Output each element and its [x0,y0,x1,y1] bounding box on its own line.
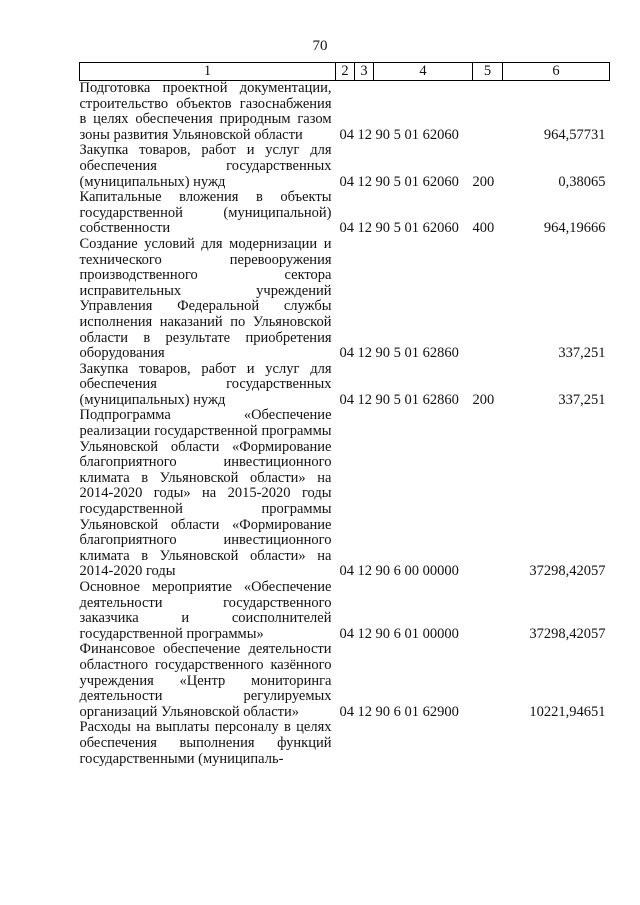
row-rz: 04 [339,625,354,642]
row-name: Финансовое обеспечение деятельности областного государственного казённого учреждения «Центр мониторинга деятельности регулируемых организаций Ульяновской области» [79,641,332,720]
table-row [80,408,610,580]
table-row [80,81,610,144]
row-name: Капитальные вложения в объекты государственной (муниципальной) собственности [79,189,332,237]
table-body [80,81,610,768]
row-sum: 10221,94651 [529,703,606,720]
row-csr: 90 6 01 00000 [375,625,459,642]
header-col-1: 1 [80,63,336,81]
row-pr: 12 [357,625,372,642]
row-rz [336,720,355,767]
header-col-3: 3 [355,63,374,81]
row-csr [374,720,473,767]
header-col-2: 2 [336,63,355,81]
row-csr: 90 6 01 62900 [375,703,459,720]
row-csr: 90 5 01 62060 [375,126,459,143]
page-number: 70 [312,38,328,54]
row-name: Подпрограмма «Обеспечение реализации государственной программы Ульяновской области «Формирование благоприятного инвестиционного климата в Ульяновской области» на 2014-2020 годы» на 2015-2020 годы государственной программы Ульяновской области «Формирование благоприятного инвестиционного климата в Ульяновской области» на 2014-2020 годы [79,407,332,580]
table-row [80,580,610,642]
header-col-4: 4 [374,63,473,81]
row-rz: 04 [339,563,354,580]
row-vr: 200 [472,391,495,408]
row-vr: 400 [472,220,495,237]
row-name: Закупка товаров, работ и услуг для обеспечения государственных (муниципальных) нужд [79,142,332,190]
row-rz: 04 [339,126,354,143]
row-rz: 04 [339,391,354,408]
table-row [80,720,610,767]
row-sum: 964,57731 [543,126,606,143]
row-vr: 200 [472,173,495,190]
table-row [80,237,610,362]
header-row [80,63,610,81]
row-sum: 337,251 [558,391,606,408]
row-sum: 964,19666 [543,220,606,237]
row-pr: 12 [357,173,372,190]
header-col-6: 6 [503,63,610,81]
row-name: Создание условий для модернизации и технического перевооружения производственного сектора исправительных учреждений Управления Федеральной службы исполнения наказаний по Ульяновской области в результате приобретения оборудования [79,235,332,362]
table-row [80,143,610,190]
row-name: Подготовка проектной документации, строительство объектов газоснабжения в целях обеспечения природным газом зоны развития Ульяновской области [79,80,332,143]
row-csr: 90 5 01 62060 [375,173,459,190]
row-name: Основное мероприятие «Обеспечение деятельности государственного заказчика и соисполнителей государственной программы» [79,579,332,642]
row-csr: 90 5 01 62860 [375,391,459,408]
row-csr: 90 5 01 62860 [375,345,459,362]
row-sum: 337,251 [558,345,606,362]
row-vr [473,580,503,642]
row-pr: 12 [357,563,372,580]
row-rz: 04 [339,345,354,362]
table-row [80,190,610,237]
table-row [80,362,610,409]
row-vr [473,81,503,144]
header-col-5: 5 [473,63,503,81]
row-pr: 12 [357,391,372,408]
row-vr [473,642,503,720]
row-vr [473,720,503,767]
row-sum: 0,38065 [558,173,606,190]
row-pr: 12 [357,220,372,237]
row-sum [503,720,610,767]
row-csr: 90 6 00 00000 [375,563,459,580]
row-sum: 37298,42057 [529,625,606,642]
table-row [80,642,610,720]
row-csr: 90 5 01 62060 [375,220,459,237]
row-rz: 04 [339,173,354,190]
row-name: Расходы на выплаты персоналу в целях обеспечения выполнения функций государственными (муниципаль- [79,719,332,767]
row-rz: 04 [339,220,354,237]
row-pr [355,720,374,767]
row-pr: 12 [357,345,372,362]
row-vr [473,237,503,362]
row-pr: 12 [357,126,372,143]
table-header [80,63,610,81]
row-pr: 12 [357,703,372,720]
budget-table [79,62,610,767]
row-rz: 04 [339,703,354,720]
row-name: Закупка товаров, работ и услуг для обеспечения государственных (муниципальных) нужд [79,360,332,408]
row-sum: 37298,42057 [529,563,606,580]
row-vr [473,408,503,580]
